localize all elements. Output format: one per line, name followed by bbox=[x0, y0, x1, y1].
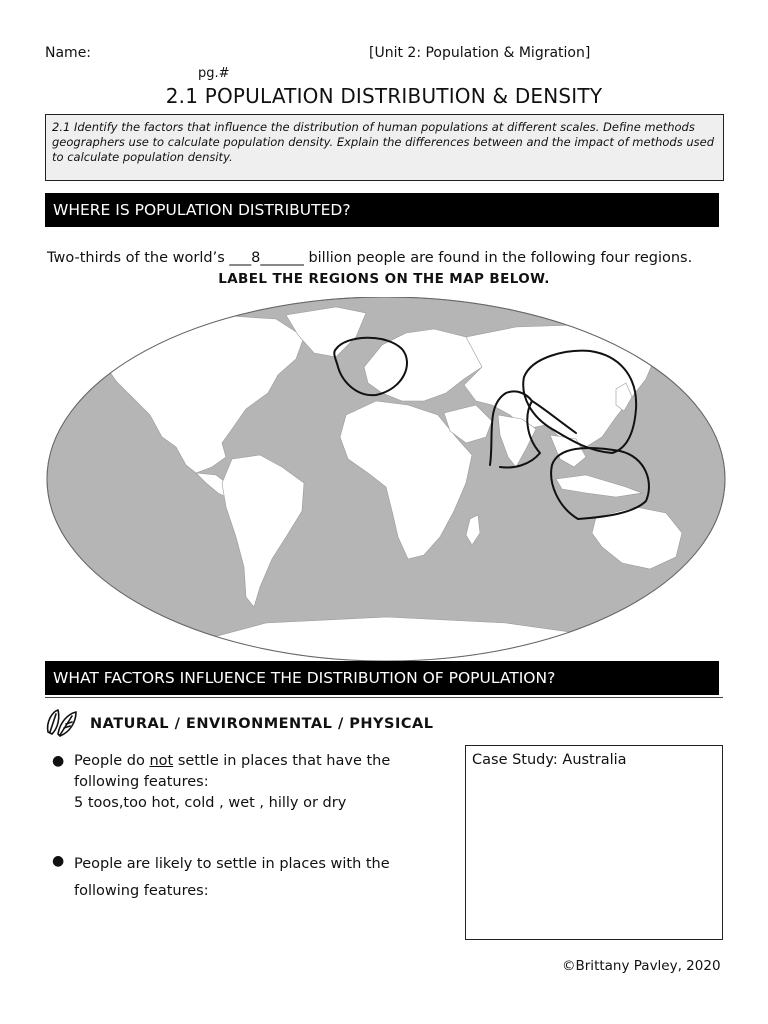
case-study-title: Case Study: Australia bbox=[472, 752, 627, 768]
bullet-not-settle-answer[interactable]: 5 toos,too hot, cold , wet , hilly or dry bbox=[74, 795, 347, 811]
unit-label: [Unit 2: Population & Migration] bbox=[369, 45, 591, 61]
bullet-dot-icon: ● bbox=[52, 753, 65, 769]
fill-prefix: Two-thirds of the world’s bbox=[47, 250, 230, 266]
section-heading-distribution: WHERE IS POPULATION DISTRIBUTED? bbox=[45, 193, 719, 227]
map-instruction: LABEL THE REGIONS ON THE MAP BELOW. bbox=[218, 271, 550, 287]
page-number-label: pg.# bbox=[198, 66, 230, 81]
world-map bbox=[46, 297, 726, 661]
section-heading-factors: WHAT FACTORS INFLUENCE THE DISTRIBUTION OF POPULATION? bbox=[45, 661, 719, 695]
fill-suffix: billion people are found in the following four regions. bbox=[303, 250, 693, 266]
leaf-icon bbox=[44, 704, 82, 742]
fill-answer[interactable]: ___8______ bbox=[229, 250, 304, 266]
learning-objectives-box: 2.1 Identify the factors that influence the distribution of human populations at different scales. Define methods geographers use to calculate population density. Explain the differences between and the impact of methods used to calculate population density. bbox=[45, 114, 724, 181]
name-label: Name: bbox=[45, 45, 92, 61]
bullet-not-settle-text: People do not settle in places that have the following features: 5 toos,too hot, cold , wet , hilly or dry bbox=[74, 753, 391, 811]
bullet-likely-settle-text: People are likely to settle in places with the following features: bbox=[74, 856, 390, 899]
fill-in-sentence bbox=[47, 250, 692, 266]
new-zealand-shape bbox=[702, 555, 712, 579]
section-divider bbox=[45, 697, 723, 698]
copyright: ©Brittany Pavley, 2020 bbox=[562, 958, 721, 974]
natural-factors-heading: NATURAL / ENVIRONMENTAL / PHYSICAL bbox=[90, 716, 434, 732]
page-title: 2.1 POPULATION DISTRIBUTION & DENSITY bbox=[165, 84, 603, 108]
bullet-dot-icon: ● bbox=[52, 853, 65, 869]
case-study-box[interactable] bbox=[465, 745, 723, 940]
